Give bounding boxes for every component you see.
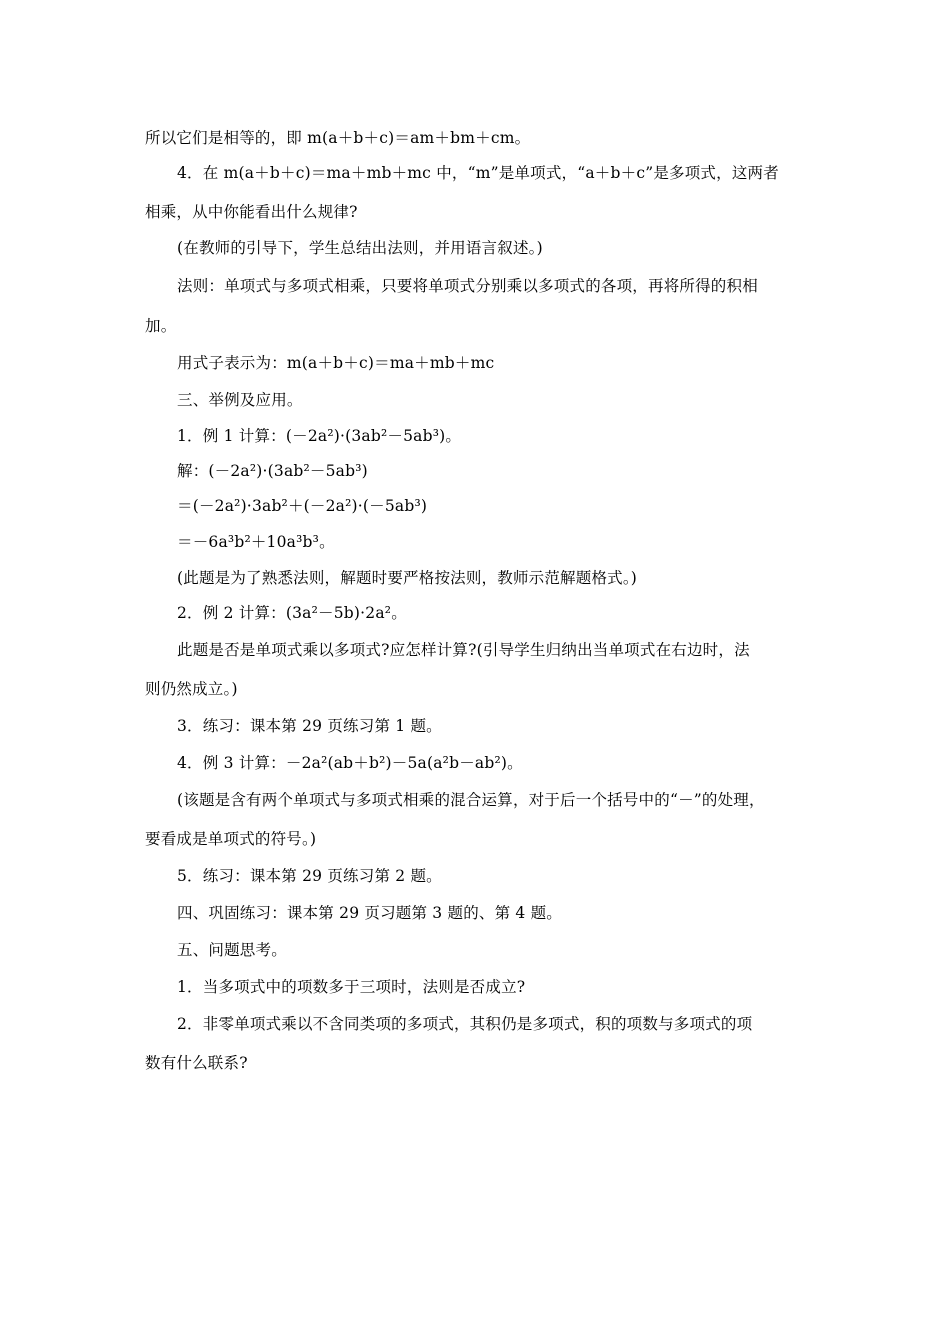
text-line: 加。 [145, 317, 177, 335]
section-heading: 四、巩固练习：课本第 29 页习题第 3 题的、第 4 题。 [177, 904, 563, 922]
text-line: 数有什么联系? [145, 1054, 248, 1072]
text-line: ＝－6a³b²＋10a³b³。 [177, 533, 335, 551]
text-line: 3．练习：课本第 29 页练习第 1 题。 [177, 717, 442, 735]
text-line: 2．非零单项式乘以不含同类项的多项式，其积仍是多项式，积的项数与多项式的项 [177, 1015, 753, 1033]
text-line: 4．在 m(a＋b＋c)＝ma＋mb＋mc 中，“m”是单项式，“a＋b＋c”是多项式，这两者 [177, 164, 779, 182]
section-heading: 三、举例及应用。 [177, 391, 303, 409]
text-line: 4．例 3 计算：－2a²(ab＋b²)－5a(a²b－ab²)。 [177, 754, 523, 772]
text-line: 1．当多项式中的项数多于三项时，法则是否成立? [177, 978, 526, 996]
text-line: 5．练习：课本第 29 页练习第 2 题。 [177, 867, 442, 885]
text-line: (在教师的引导下，学生总结出法则，并用语言叙述。) [177, 239, 543, 257]
text-line: ＝(－2a²)·3ab²＋(－2a²)·(－5ab³) [177, 497, 428, 515]
text-line: (此题是为了熟悉法则，解题时要严格按法则，教师示范解题格式。) [177, 569, 638, 587]
text-line: 解：(－2a²)·(3ab²－5ab³) [177, 462, 368, 480]
text-line: 要看成是单项式的符号。) [145, 830, 317, 848]
text-line: 法则：单项式与多项式相乘，只要将单项式分别乘以多项式的各项，再将所得的积相 [177, 277, 758, 295]
text-line: 相乘，从中你能看出什么规律? [145, 203, 358, 221]
text-line: 2．例 2 计算：(3a²－5b)·2a²。 [177, 604, 407, 622]
text-line: 用式子表示为：m(a＋b＋c)＝ma＋mb＋mc [177, 354, 495, 372]
text-line: 1．例 1 计算：(－2a²)·(3ab²－5ab³)。 [177, 427, 462, 445]
text-line: 则仍然成立。) [145, 680, 238, 698]
section-heading: 五、问题思考。 [177, 941, 287, 959]
text-line: 此题是否是单项式乘以多项式?应怎样计算?(引导学生归纳出当单项式在右边时，法 [177, 641, 750, 659]
text-line: (该题是含有两个单项式与多项式相乘的混合运算，对于后一个括号中的“－”的处理， [177, 791, 765, 809]
text-line: 所以它们是相等的，即 m(a＋b＋c)＝am＋bm＋cm。 [145, 129, 531, 147]
